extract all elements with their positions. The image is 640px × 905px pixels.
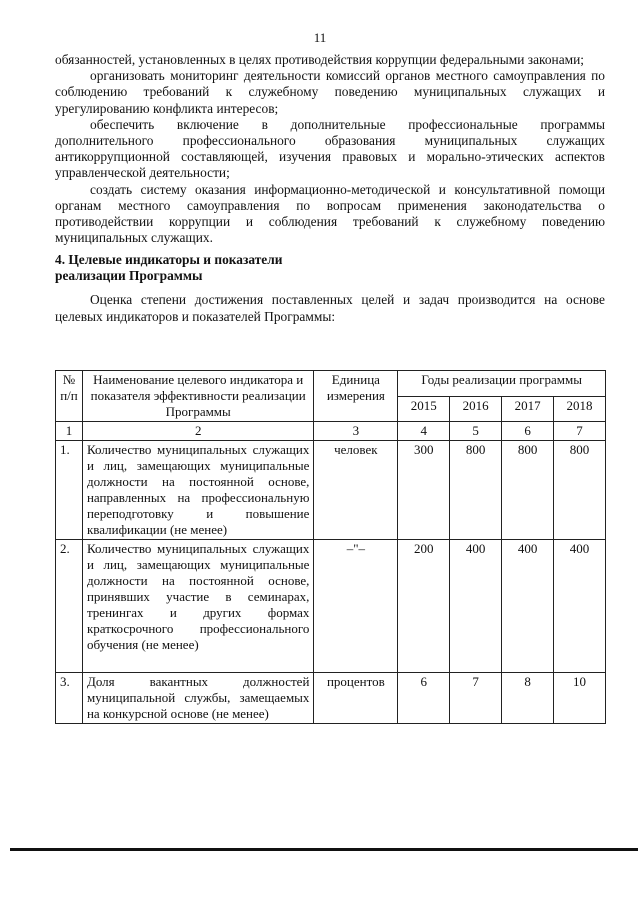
- column-number-cell: 5: [450, 422, 502, 441]
- section-heading-line-2: реализации Программы: [55, 268, 203, 284]
- value-2016: 400: [450, 540, 502, 673]
- indicator-unit: человек: [314, 441, 398, 540]
- column-number-cell: 6: [502, 422, 554, 441]
- indicator-unit: –"–: [314, 540, 398, 673]
- indicator-name: Доля вакантных должностей муниципальной службы, замещаемых на конкурсной основе (не менее): [82, 673, 313, 724]
- header-indicator-name: Наименование целевого индикатора и показателя эффективности реализации Программы: [82, 371, 313, 422]
- paragraph-consulting-system: создать систему оказания информационно-методической и консультативной помощи органам местного самоуправления по вопросам применения законодательства о противодействии коррупции и соблюдения требований к служебному поведению муниципальных служащих.: [55, 181, 605, 246]
- value-2017: 400: [502, 540, 554, 673]
- value-2015: 6: [398, 673, 450, 724]
- value-2017: 800: [502, 441, 554, 540]
- row-number: 2.: [56, 540, 83, 673]
- table-row: [56, 540, 606, 673]
- indicator-name: Количество муниципальных служащих и лиц, замещающих муниципальные должности на постоянной основе, направленных на профессиональную переподготовку и повышение квалификации (не менее): [82, 441, 313, 540]
- value-2018: 400: [554, 540, 606, 673]
- paragraph-continuation: обязанностей, установленных в целях противодействия коррупции федеральными законами;: [55, 52, 585, 67]
- header-year-2015: 2015: [398, 396, 450, 422]
- column-number-row: [56, 422, 606, 441]
- value-2016: 7: [450, 673, 502, 724]
- paragraph-training-programs: обеспечить включение в дополнительные профессиональные программы дополнительного профессионального образования муниципальных служащих антикоррупционной составляющей, изучения правовых и морально-этических аспектов управленческой деятельности;: [55, 116, 605, 181]
- value-2018: 800: [554, 441, 606, 540]
- column-number-cell: 7: [554, 422, 606, 441]
- value-2015: 300: [398, 441, 450, 540]
- header-unit: Единица измерения: [314, 371, 398, 422]
- table-row: [56, 673, 606, 724]
- intro-paragraph: Оценка степени достижения поставленных целей и задач производится на основе целевых индикаторов и показателей Программы:: [55, 292, 605, 324]
- header-year-2016: 2016: [450, 396, 502, 422]
- section-heading-line-1: 4. Целевые индикаторы и показатели: [55, 252, 283, 268]
- value-2018: 10: [554, 673, 606, 724]
- table-header-row-1: [56, 371, 606, 397]
- indicator-name: Количество муниципальных служащих и лиц, замещающих муниципальные должности на постоянной основе, принявших участие в семинарах, тренингах и других формах краткосрочного профессионального обучения (не менее): [82, 540, 313, 673]
- paragraph-monitoring: организовать мониторинг деятельности комиссий органов местного самоуправления по соблюдению требований к служебному поведению муниципальных служащих и урегулированию конфликта интересов;: [55, 68, 605, 116]
- header-year-2018: 2018: [554, 396, 606, 422]
- indicators-table: [55, 370, 606, 724]
- value-2016: 800: [450, 441, 502, 540]
- column-number-cell: 4: [398, 422, 450, 441]
- row-number: 1.: [56, 441, 83, 540]
- column-number-cell: 3: [314, 422, 398, 441]
- value-2017: 8: [502, 673, 554, 724]
- column-number-cell: 2: [82, 422, 313, 441]
- indicator-unit: процентов: [314, 673, 398, 724]
- column-number-cell: 1: [56, 422, 83, 441]
- document-body: [55, 52, 605, 325]
- value-2015: 200: [398, 540, 450, 673]
- bottom-rule: [10, 848, 638, 851]
- section-heading: [55, 252, 605, 284]
- table-row: [56, 441, 606, 540]
- header-years-group: Годы реализации программы: [398, 371, 606, 397]
- page-number: 11: [313, 30, 327, 45]
- header-year-2017: 2017: [502, 396, 554, 422]
- row-number: 3.: [56, 673, 83, 724]
- header-num: № п/п: [56, 371, 83, 422]
